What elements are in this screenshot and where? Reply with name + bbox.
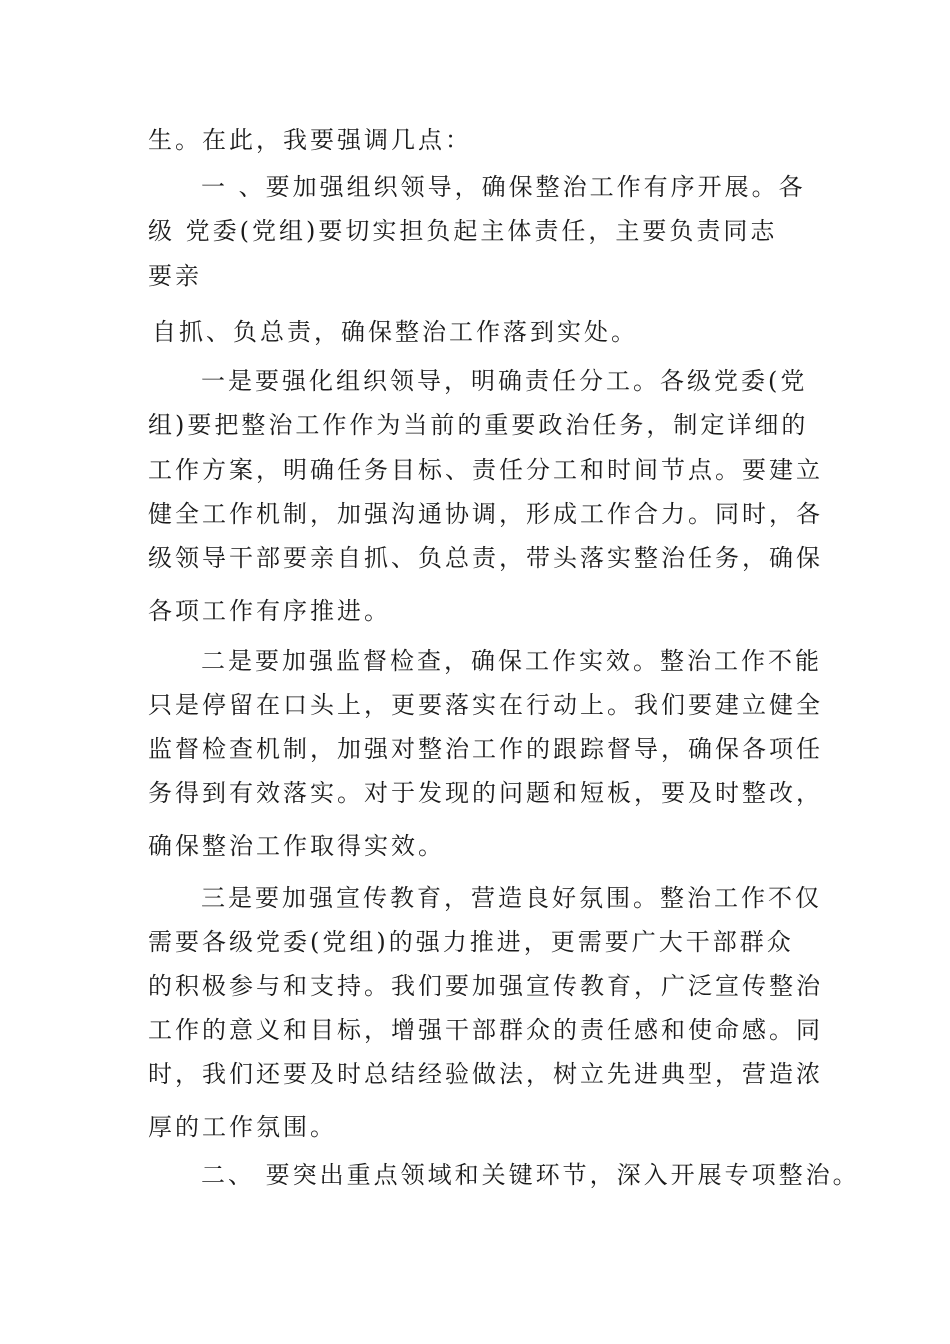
text-line: 自抓、负总责，确保整治工作落到实处。 xyxy=(152,318,638,346)
text-line: 务得到有效落实。对于发现的问题和短板，要及时整改， xyxy=(148,779,823,807)
text-line: 要亲 xyxy=(148,262,202,290)
text-line: 时，我们还要及时总结经验做法，树立先进典型，营造浓 xyxy=(148,1060,823,1088)
text-line: 确保整治工作取得实效。 xyxy=(148,832,445,860)
paragraph-start: 三是要加强宣传教育，营造良好氛围。整治工作不仅 xyxy=(201,884,822,912)
text-line: 各项工作有序推进。 xyxy=(148,597,391,625)
text-line: 级 党委(党组)要切实担负起主体责任，主要负责同志 xyxy=(148,217,778,245)
text-line: 的积极参与和支持。我们要加强宣传教育，广泛宣传整治 xyxy=(148,972,823,1000)
text-line: 工作方案，明确任务目标、责任分工和时间节点。要建立 xyxy=(148,456,823,484)
text-line: 只是停留在口头上，更要落实在行动上。我们要建立健全 xyxy=(148,691,823,719)
text-line: 组)要把整治工作作为当前的重要政治任务，制定详细的 xyxy=(148,411,809,439)
text-line: 需要各级党委(党组)的强力推进，更需要广大干部群众 xyxy=(148,928,794,956)
text-line: 级领导干部要亲自抓、负总责，带头落实整治任务，确保 xyxy=(148,544,823,572)
text-line: 健全工作机制，加强沟通协调，形成工作合力。同时，各 xyxy=(148,500,823,528)
text-line: 生。在此，我要强调几点： xyxy=(148,126,472,154)
text-line: 工作的意义和目标，增强干部群众的责任感和使命感。同 xyxy=(148,1016,823,1044)
paragraph-start: 二是要加强监督检查，确保工作实效。整治工作不能 xyxy=(201,647,822,675)
paragraph-start: 一是要强化组织领导，明确责任分工。各级党委(党 xyxy=(201,367,808,395)
text-line: 监督检查机制，加强对整治工作的跟踪督导，确保各项任 xyxy=(148,735,823,763)
section-heading: 一 、要加强组织领导，确保整治工作有序开展。各 xyxy=(201,173,806,201)
section-heading: 二、 要突出重点领域和关键环节，深入开展专项整治。 xyxy=(201,1161,860,1189)
text-line: 厚的工作氛围。 xyxy=(148,1113,337,1141)
